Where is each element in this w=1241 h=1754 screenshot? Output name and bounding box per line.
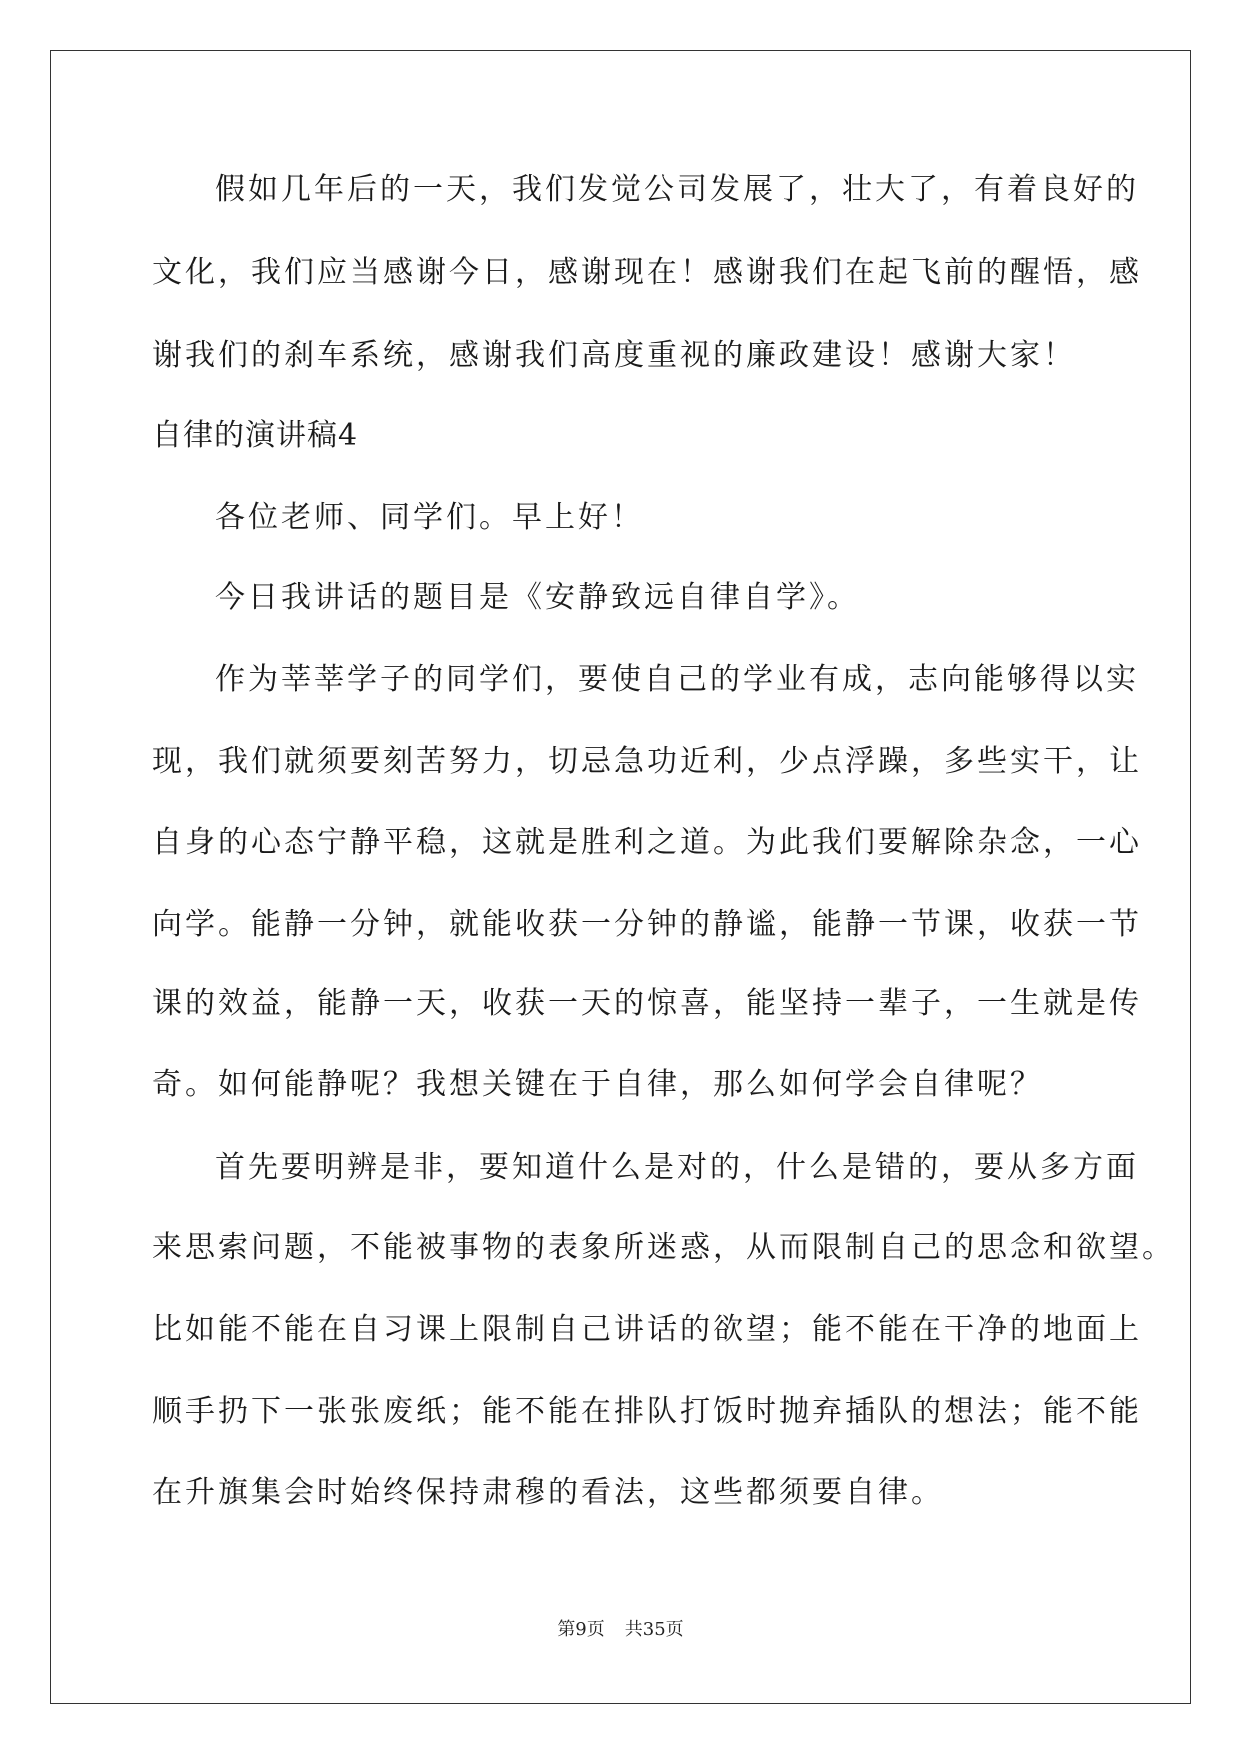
paragraph-line: 奇。如何能静呢？我想关键在于自律，那么如何学会自律呢？ (152, 1067, 1043, 1102)
paragraph-line: 谢我们的刹车系统，感谢我们高度重视的廉政建设！感谢大家！ (152, 338, 1076, 373)
page-number: 第9页 (557, 1619, 605, 1640)
paragraph-line: 课的效益，能静一天，收获一天的惊喜，能坚持一辈子，一生就是传 (152, 986, 1142, 1021)
paragraph-line: 现，我们就须要刻苦努力，切忌急功近利，少点浮躁，多些实干，让 (152, 744, 1142, 779)
paragraph-line: 首先要明辨是非，要知道什么是对的，什么是错的，要从多方面 (215, 1150, 1139, 1185)
section-heading: 自律的演讲稿4 (152, 418, 359, 453)
paragraph-line: 文化，我们应当感谢今日，感谢现在！感谢我们在起飞前的醒悟，感 (152, 255, 1142, 290)
paragraph-line: 比如能不能在自习课上限制自己讲话的欲望；能不能在干净的地面上 (152, 1312, 1142, 1347)
paragraph-line: 自身的心态宁静平稳，这就是胜利之道。为此我们要解除杂念，一心 (152, 825, 1142, 860)
paragraph-line: 各位老师、同学们。早上好！ (215, 500, 644, 535)
paragraph-line: 假如几年后的一天，我们发觉公司发展了，壮大了，有着良好的 (215, 172, 1139, 207)
paragraph-line: 来思索问题，不能被事物的表象所迷惑，从而限制自己的思念和欲望。 (152, 1230, 1175, 1265)
paragraph-line: 顺手扔下一张张废纸；能不能在排队打饭时抛弃插队的想法；能不能 (152, 1394, 1142, 1429)
page-footer (0, 1618, 1241, 1642)
page-border (50, 50, 1191, 1704)
paragraph-line: 在升旗集会时始终保持肃穆的看法，这些都须要自律。 (152, 1475, 944, 1510)
paragraph-line: 向学。能静一分钟，就能收获一分钟的静谧，能静一节课，收获一节 (152, 907, 1142, 942)
page-total: 共35页 (624, 1619, 684, 1640)
paragraph-line: 作为莘莘学子的同学们，要使自己的学业有成，志向能够得以实 (215, 662, 1139, 697)
paragraph-line: 今日我讲话的题目是《安静致远自律自学》。 (215, 580, 860, 615)
